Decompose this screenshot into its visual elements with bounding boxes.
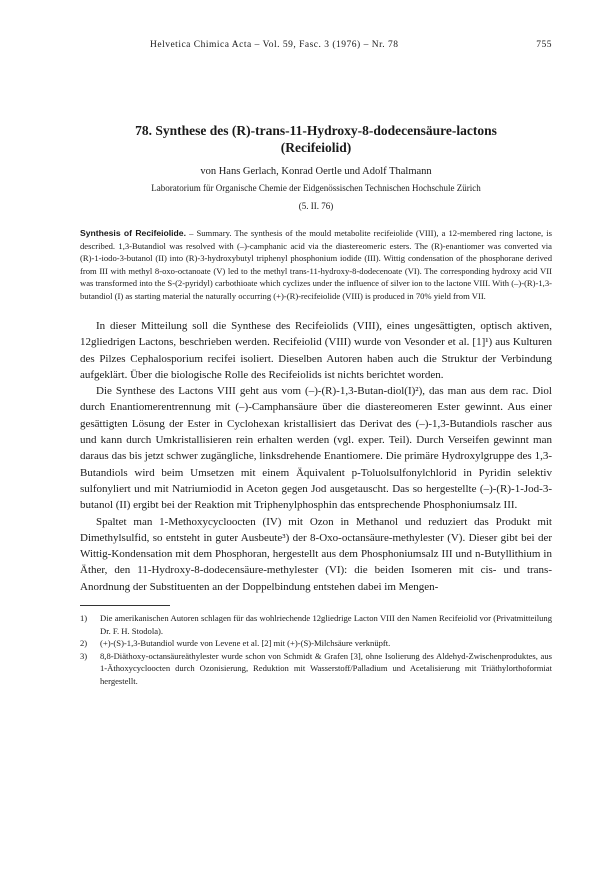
footnote-text: (+)-(S)-1,3-Butandiol wurde von Levene et al. [2] mit (+)-(S)-Milchsäure verknüpft. (100, 638, 391, 649)
footnote-1 (80, 612, 552, 637)
running-header (80, 40, 552, 56)
footnote-divider (80, 605, 170, 606)
paragraph-3: Spaltet man 1-Methoxycycloocten (IV) mit Ozon in Methanol und reduziert das Produkt mit Dimethylsulfid, so entsteht in guter Ausbeute³) der 8-Oxo-octansäure-methylester (V). Dieser gibt bei der Wittig-Kondensation mit dem Phosphoran, hergestellt aus dem Phosphoniumsalz III und n-Butyllithium in Äther, den 11-Hydroxy-8-dodecensäure-methylester (VI): die beiden Isomeren mit cis- und trans-Anordnung der Substituenten an der Doppelbindung entstehen dabei im Mengen- (80, 515, 552, 593)
page-number: 755 (536, 40, 552, 50)
article-title-line2: (Recifeiolid) (280, 140, 352, 155)
article-title-line1: 78. Synthese des (R)-trans-11-Hydroxy-8-dodecensäure-lactons (135, 123, 497, 138)
article-title (80, 122, 552, 156)
footnote-number: 3) (80, 650, 88, 661)
summary-heading: Synthesis of Recifeiolide. (80, 228, 186, 238)
summary (80, 227, 552, 302)
body-text (80, 318, 552, 595)
footnote-number: 1) (80, 613, 88, 624)
footnote-text: 8,8-Diäthoxy-octansäureäthylester wurde schon von Schmidt & Grafen [3], ohne Isolierung des Aldehyd-Zwischenproduktes, aus 1-Äthoxycycloocten durch Ozonisierung, Reduktion mit Wasserstoff/Palladium und Acetalisierung mit Triäthylorthoformiat hergestellt. (100, 650, 552, 686)
paragraph-2: Die Synthese des Lactons VIII geht aus vom (–)-(R)-1,3-Butan-diol(I)²), das man aus dem rac. Diol durch Enantiomerentrennung mit (–)-Camphansäure über die diastereomeren Ester gewinnt. Aus einer gesättigten Lösung der Ester in Cyclohexan kristallisiert das Derivat des (–)-1,3-Butandiols rascher aus und kann durch Umkristallisieren rein erhalten werden (vgl. exper. Teil). Durch Verseifen gewinnt man daraus das bis jetzt schwer zugängliche, linksdrehende Enantiomere. Die primäre Hydroxylgruppe des 1,3-Butandiols wird beim Umsetzen mit einem Äquivalent p-Toluolsulfonylchlorid in Pyridin selektiv sulfonyliert und mit Natriumiodid in Aceton gegen Jod ausgetauscht. Das so hergestellte (–)-(R)-1-Jod-3-butanol (II) ergibt bei der Reaktion mit Triphenylphosphin das entsprechende Phosphoniumsalz III. (80, 385, 552, 512)
footnote-3 (80, 650, 552, 688)
authors: von Hans Gerlach, Konrad Oertle und Adolf Thalmann (200, 166, 432, 177)
affiliation: Laboratorium für Organische Chemie der Eidgenössischen Technischen Hochschule Zürich (151, 183, 481, 193)
running-title: Helvetica Chimica Acta – Vol. 59, Fasc. 3 (1976) – Nr. 78 (150, 40, 399, 50)
summary-text: – Summary. The synthesis of the mould metabolite recifeiolide (VIII), a 12-membered ring lactone, is described. 1,3-Butandiol was resolved with (–)-camphanic acid via the diastereomeric esters. The (R)-enantiomer was converted via (R)-1-iodo-3-butanol (II) into (R)-3-hydroxybutyl triphenyl phosphonium iodide (III). Wittig condensation of the phosphorane derived from III with methyl 8-oxo-octanoate (V) led to the methyl trans-11-hydroxy-8-dodecenoate (VI). The corresponding hydroxy acid VII was transformed into the S-(2-pyridyl) carbothioate which cyclizes under the influence of silver ion to the lactone VIII. With (–)-(R)-1,3-butandiol (I) as starting material the naturally occurring (+)-(R)-recifeiolide (VIII) is produced in 70% yield from VII. (80, 228, 553, 301)
footnote-number: 2) (80, 638, 88, 649)
footnote-2 (80, 637, 552, 650)
received-date: (5. II. 76) (298, 201, 334, 211)
footnote-text: Die amerikanischen Autoren schlagen für das wohlriechende 12gliedrige Lacton VIII den Namen Recifeiolid vor (Privatmitteilung Dr. F. H. Stodola). (100, 613, 552, 636)
footnotes (80, 612, 552, 687)
paragraph-1: In dieser Mitteilung soll die Synthese des Recifeiolids (VIII), eines ungesättigten, optisch aktiven, 12gliedrigen Lactons, beschrieben werden. Recifeiolid (VIII) wurde von Vesonder et al. [1]¹) aus Kulturen des Pilzes Cephalosporium recifei isoliert. Dieselben Autoren haben auch die Struktur der Verbindung aufgeklärt. Über die biologische Rolle des Recifeiolids ist nichts berichtet worden. (80, 320, 552, 381)
